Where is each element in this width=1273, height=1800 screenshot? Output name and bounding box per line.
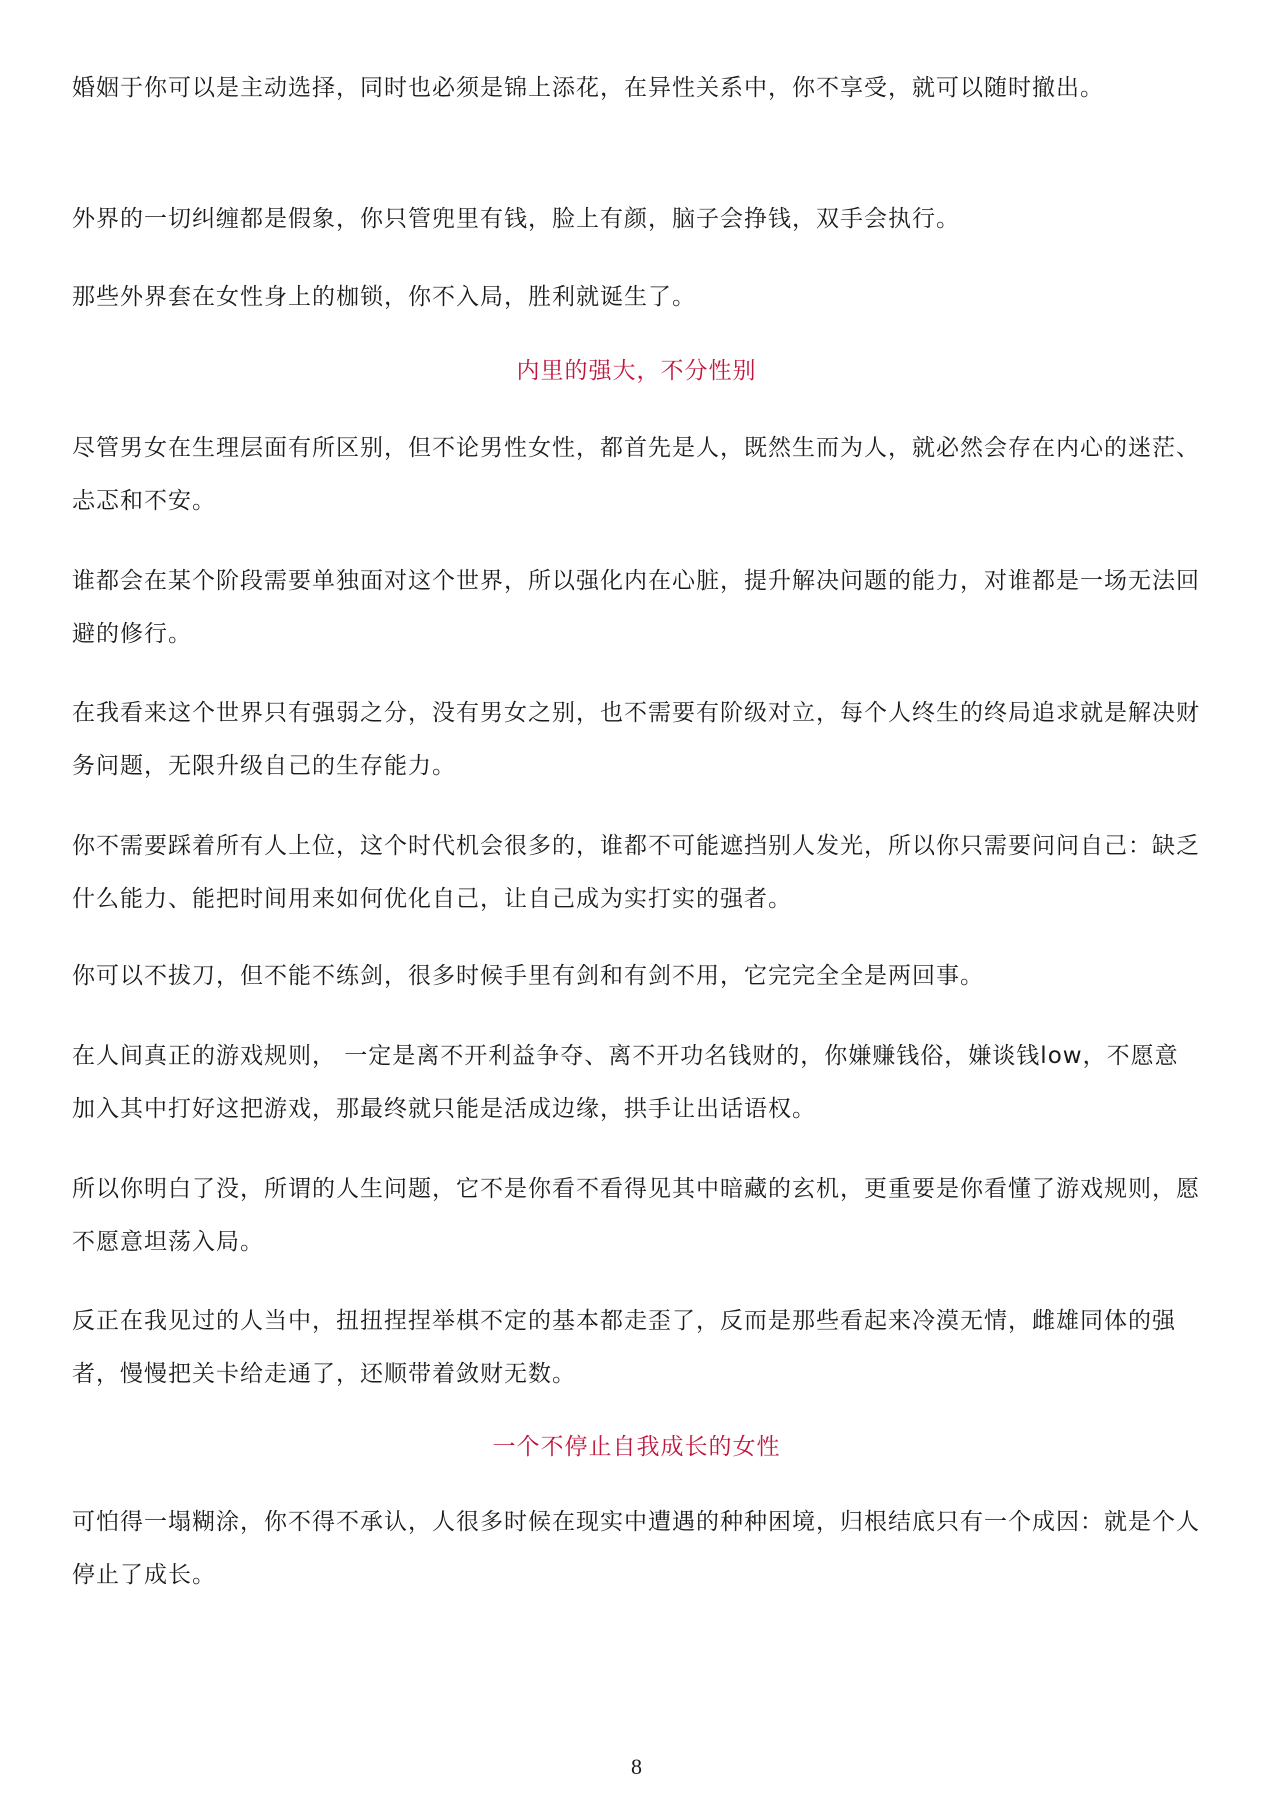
- paragraph: 反正在我见过的人当中，扭扭捏捏举棋不定的基本都走歪了，反而是那些看起来冷漠无情，雌雄同体的强者，慢慢把关卡给走通了，还顺带着敛财无数。: [72, 1308, 1176, 1387]
- paragraph: 谁都会在某个阶段需要单独面对这个世界，所以强化内在心脏，提升解决问题的能力，对谁都是一场无法回避的修行。: [72, 568, 1200, 647]
- paragraph: 尽管男女在生理层面有所区别，但不论男性女性，都首先是人，既然生而为人，就必然会存在内心的迷茫、忐忑和不安。: [72, 435, 1200, 514]
- paragraph: 所以你明白了没，所谓的人生问题，它不是你看不看得见其中暗藏的玄机，更重要是你看懂了游戏规则，愿不愿意坦荡入局。: [72, 1176, 1200, 1255]
- paragraph: 可怕得一塌糊涂，你不得不承认，人很多时候在现实中遭遇的种种困境，归根结底只有一个成因：就是个人停止了成长。: [72, 1509, 1200, 1588]
- paragraph: 在我看来这个世界只有强弱之分，没有男女之别，也不需要有阶级对立，每个人终生的终局追求就是解决财务问题，无限升级自己的生存能力。: [72, 700, 1200, 779]
- paragraph: 外界的一切纠缠都是假象，你只管兜里有钱，脸上有颜，脑子会挣钱，双手会执行。: [72, 206, 960, 232]
- paragraph: 在人间真正的游戏规则， 一定是离不开利益争夺、离不开功名钱财的，你嫌赚钱俗，嫌谈钱low，不愿意加入其中打好这把游戏，那最终就只能是活成边缘，拱手让出话语权。: [72, 1043, 1179, 1122]
- paragraph: 婚姻于你可以是主动选择，同时也必须是锦上添花，在异性关系中，你不享受，就可以随时撤出。: [72, 75, 1104, 101]
- section-heading: 内里的强大，不分性别: [516, 358, 757, 384]
- paragraph: 你不需要踩着所有人上位，这个时代机会很多的，谁都不可能遮挡别人发光，所以你只需要问问自己：缺乏什么能力、能把时间用来如何优化自己，让自己成为实打实的强者。: [72, 833, 1200, 912]
- paragraph: 你可以不拔刀，但不能不练剑，很多时候手里有剑和有剑不用，它完完全全是两回事。: [72, 963, 984, 989]
- paragraph: 那些外界套在女性身上的枷锁，你不入局，胜利就诞生了。: [72, 284, 696, 310]
- section-heading: 一个不停止自我成长的女性: [492, 1434, 781, 1460]
- page-number: 8: [631, 1754, 642, 1779]
